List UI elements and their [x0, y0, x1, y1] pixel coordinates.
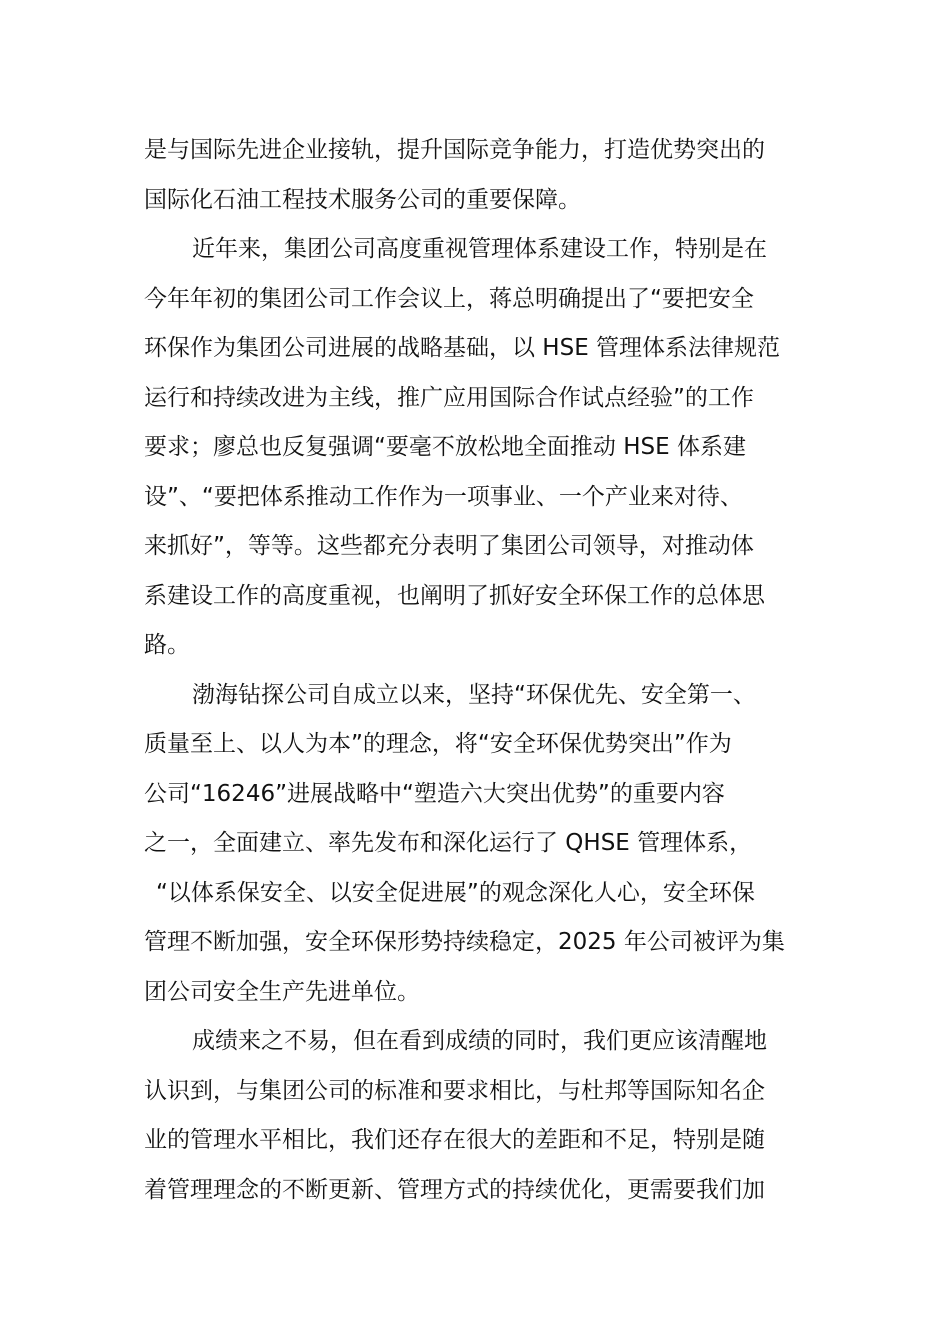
text-line: 设”、“要把体系推动工作作为一项事业、一个产业来对待、: [144, 483, 743, 510]
paragraph-first-line: 成绩来之不易，但在看到成绩的同时，我们更应该清醒地: [192, 1028, 767, 1054]
text-line: 运行和持续改进为主线，推广应用国际合作试点经验”的工作: [144, 384, 754, 411]
text-line: 要求；廖总也反复强调“要毫不放松地全面推动 HSE 体系建: [144, 434, 746, 460]
text-line: 业的管理水平相比，我们还存在很大的差距和不足，特别是随: [144, 1127, 765, 1153]
document-body: [144, 126, 808, 1215]
text-line: 路。: [144, 632, 190, 658]
text-line: 之一，全面建立、率先发布和深化运行了 QHSE 管理体系，: [144, 830, 753, 856]
text-line: 今年年初的集团公司工作会议上，蒋总明确提出了“要把安全: [144, 285, 754, 312]
paragraph-first-line: 渤海钻探公司自成立以来，坚持“环保优先、安全第一、: [192, 681, 756, 708]
text-line: 系建设工作的高度重视，也阐明了抓好安全环保工作的总体思: [144, 582, 765, 609]
text-line: 来抓好”，等等。这些都充分表明了集团公司领导，对推动体: [144, 533, 754, 559]
text-line: 认识到，与集团公司的标准和要求相比，与杜邦等国际知名企: [144, 1077, 765, 1104]
text-line: 团公司安全生产先进单位。: [144, 978, 420, 1005]
text-line: “以体系保安全、以安全促进展”的观念深化人心，安全环保: [156, 879, 755, 906]
text-line: 质量至上、以人为本”的理念，将“安全环保优势突出”作为: [144, 731, 732, 757]
paragraph-first-line: 近年来，集团公司高度重视管理体系建设工作，特别是在: [192, 236, 767, 262]
text-line: 管理不断加强，安全环保形势持续稳定，2025 年公司被评为集: [144, 929, 785, 955]
text-line: 国际化石油工程技术服务公司的重要保障。: [144, 186, 581, 213]
text-line: 着管理理念的不断更新、管理方式的持续优化，更需要我们加: [144, 1176, 765, 1203]
text-line: 环保作为集团公司进展的战略基础，以 HSE 管理体系法律规范: [144, 335, 781, 361]
text-line: 公司“16246”进展战略中“塑造六大突出优势”的重要内容: [144, 780, 725, 807]
text-line: 是与国际先进企业接轨，提升国际竞争能力，打造优势突出的: [144, 137, 765, 163]
